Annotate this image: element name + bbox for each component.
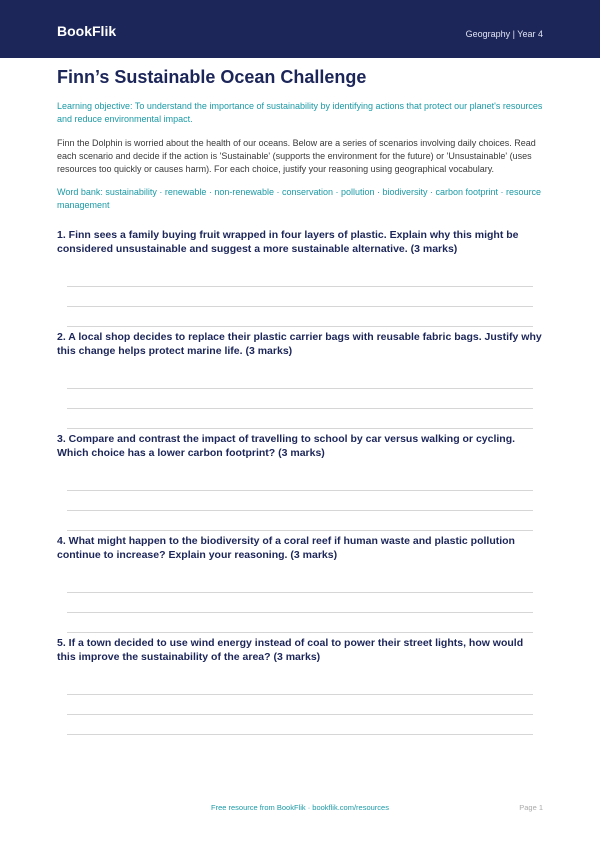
question-1	[57, 228, 543, 330]
answer-line[interactable]	[67, 714, 533, 715]
answer-line[interactable]	[67, 592, 533, 593]
answer-line[interactable]	[67, 510, 533, 511]
question-5	[57, 636, 543, 738]
answer-line[interactable]	[67, 734, 533, 735]
question-3	[57, 432, 543, 534]
question-4	[57, 534, 543, 636]
answer-line[interactable]	[67, 428, 533, 429]
answer-line[interactable]	[67, 490, 533, 491]
answer-line[interactable]	[67, 408, 533, 409]
question-text: 1. Finn sees a family buying fruit wrapped in four layers of plastic. Explain why this might be considered unsustainable and suggest a more sustainable alternative. (3 marks)	[57, 229, 519, 255]
worksheet-title: Finn’s Sustainable Ocean Challenge	[57, 67, 367, 87]
question-text: 4. What might happen to the biodiversity of a coral reef if human waste and plastic pollution continue to increase? Explain your reasoning. (3 marks)	[57, 535, 515, 561]
answer-line[interactable]	[67, 632, 533, 633]
footer-source: Free resource from BookFlik · bookflik.com/resources	[211, 803, 389, 812]
answer-line[interactable]	[67, 388, 533, 389]
question-text: 2. A local shop decides to replace their plastic carrier bags with reusable fabric bags. Justify why this change helps protect marine life. (3 marks)	[57, 331, 542, 357]
answer-line[interactable]	[67, 306, 533, 307]
answer-line[interactable]	[67, 326, 533, 327]
header-bar	[0, 0, 600, 58]
intro-text: Finn the Dolphin is worried about the health of our oceans. Below are a series of scenarios involving daily choices. Read each scenario and decide if the action is 'Sustainable' (supports the environment for the future) or 'Unsustainable' (uses resources too quickly or causes harm). For each choice, justify your reasoning using geographical vocabulary.	[57, 138, 536, 174]
brand-logo: BookFlik	[57, 23, 117, 39]
answer-line[interactable]	[67, 612, 533, 613]
learning-objective: Learning objective: To understand the importance of sustainability by identifying actions that protect our planet's resources and reduce environmental impact.	[57, 101, 543, 124]
subject-year-label: Geography | Year 4	[465, 29, 543, 39]
answer-line[interactable]	[67, 286, 533, 287]
worksheet-content	[57, 66, 543, 738]
question-text: 3. Compare and contrast the impact of travelling to school by car versus walking or cycling. Which choice has a lower carbon footprint? (3 marks)	[57, 433, 516, 459]
word-bank: Word bank: sustainability · renewable · non-renewable · conservation · pollution · biodiversity · carbon footprint · resource management	[57, 187, 542, 210]
page-number: Page 1	[519, 803, 543, 812]
question-list	[57, 228, 543, 738]
question-text: 5. If a town decided to use wind energy instead of coal to power their street lights, how would this improve the sustainability of the area? (3 marks)	[57, 637, 524, 663]
answer-line[interactable]	[67, 694, 533, 695]
question-2	[57, 330, 543, 432]
answer-line[interactable]	[67, 530, 533, 531]
